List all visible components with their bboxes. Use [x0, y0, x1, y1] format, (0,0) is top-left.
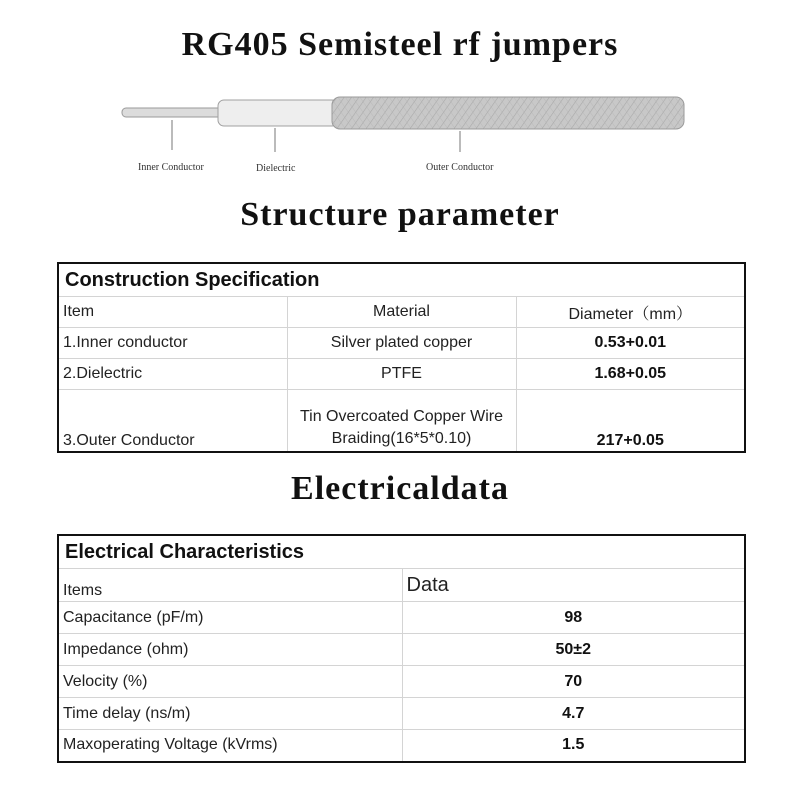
header-cell: Material — [287, 297, 516, 328]
table-caption-row — [58, 535, 745, 569]
material-cell: PTFE — [287, 359, 516, 390]
value-cell: 1.5 — [402, 730, 745, 762]
value-cell: 70 — [402, 666, 745, 698]
inner-conductor-shape — [122, 108, 222, 117]
parameter-cell: Velocity (%) — [58, 666, 402, 698]
table-row — [58, 359, 745, 390]
diameter-cell: 1.68+0.05 — [516, 359, 745, 390]
value-cell: 98 — [402, 602, 745, 634]
dielectric-shape — [218, 100, 338, 126]
diameter-cell: 0.53+0.01 — [516, 328, 745, 359]
table-row — [58, 698, 745, 730]
table-row — [58, 328, 745, 359]
parameter-cell: Impedance (ohm) — [58, 634, 402, 666]
outer-conductor-label: Outer Conductor — [426, 162, 494, 173]
header-cell: Item — [58, 297, 287, 328]
item-cell: 2.Dielectric — [58, 359, 287, 390]
electrical-caption: Electrical Characteristics — [58, 535, 745, 569]
material-cell: Tin Overcoated Copper Wire Braiding(16*5*0.10) — [287, 390, 516, 452]
parameter-cell: Maxoperating Voltage (kVrms) — [58, 730, 402, 762]
diameter-cell: 217+0.05 — [516, 390, 745, 452]
electrical-table — [57, 534, 746, 763]
table-row — [58, 730, 745, 762]
parameter-cell: Time delay (ns/m) — [58, 698, 402, 730]
item-cell: 1.Inner conductor — [58, 328, 287, 359]
dielectric-label: Dielectric — [256, 163, 296, 174]
header-cell: Items — [58, 569, 402, 602]
parameter-cell: Capacitance (pF/m) — [58, 602, 402, 634]
table-header-row — [58, 297, 745, 328]
inner-conductor-label: Inner Conductor — [138, 162, 204, 173]
electrical-section-title: Electricaldata — [291, 470, 509, 507]
item-cell: 3.Outer Conductor — [58, 390, 287, 452]
value-cell: 50±2 — [402, 634, 745, 666]
structure-section-title: Structure parameter — [240, 196, 560, 233]
header-cell: Diameter（mm） — [516, 297, 745, 328]
construction-table — [57, 262, 746, 453]
value-cell: 4.7 — [402, 698, 745, 730]
table-caption-row — [58, 263, 745, 297]
table-row — [58, 390, 745, 452]
header-cell: Data — [402, 569, 745, 602]
table-header-row — [58, 569, 745, 602]
material-cell: Silver plated copper — [287, 328, 516, 359]
table-row — [58, 634, 745, 666]
table-row — [58, 602, 745, 634]
construction-caption: Construction Specification — [58, 263, 745, 297]
cable-diagram — [110, 86, 700, 186]
page-title: RG405 Semisteel rf jumpers — [181, 26, 619, 63]
table-row — [58, 666, 745, 698]
